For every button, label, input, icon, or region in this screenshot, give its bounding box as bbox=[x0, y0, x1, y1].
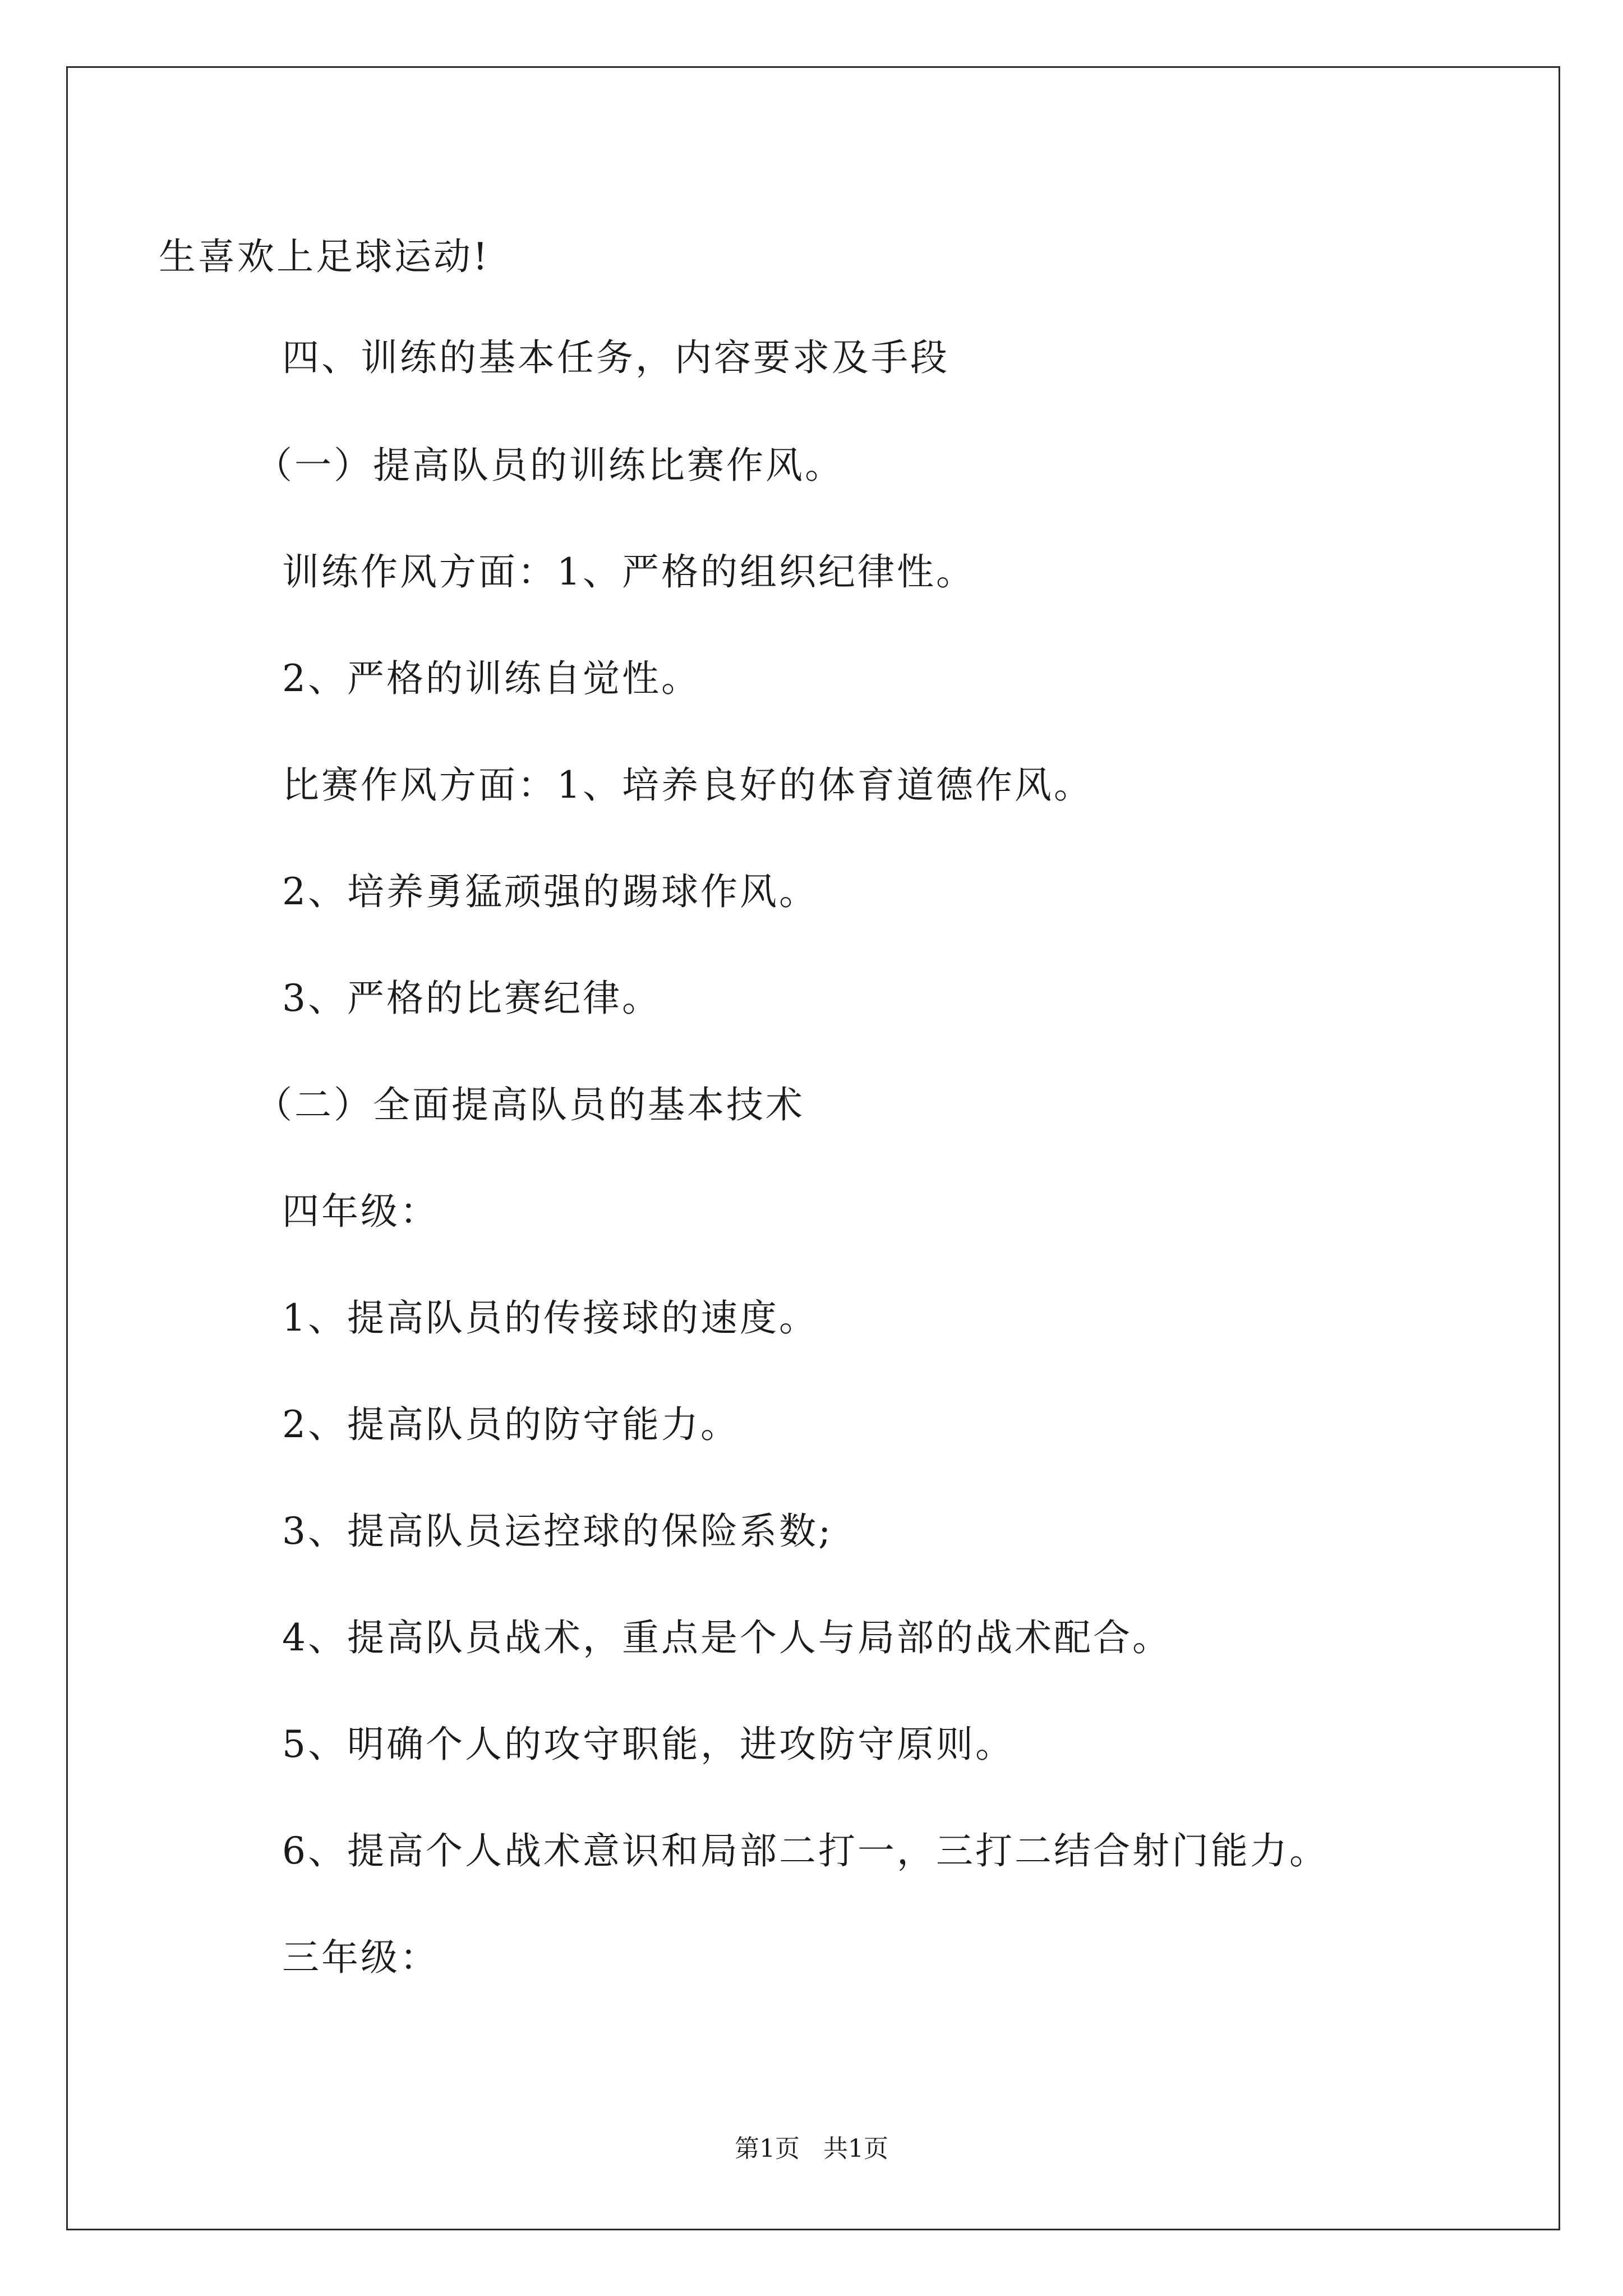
subsection-heading-1: （一）提高队员的训练比赛作风。 bbox=[255, 444, 844, 487]
text-line-14: 4、提高队员战术，重点是个人与局部的战术配合。 bbox=[282, 1616, 1172, 1659]
grade-heading-3: 三年级： bbox=[282, 1936, 439, 1979]
section-heading-4: 四、训练的基本任务，内容要求及手段 bbox=[282, 336, 949, 379]
text-line-13: 3、提高队员运控球的保险系数; bbox=[282, 1510, 833, 1553]
text-line-5: 2、严格的训练自觉性。 bbox=[282, 657, 700, 700]
text-line-8: 3、严格的比赛纪律。 bbox=[282, 977, 661, 1020]
page-footer: 第1页 共1页 bbox=[735, 2134, 888, 2163]
text-line-11: 1、提高队员的传接球的速度。 bbox=[282, 1296, 818, 1340]
text-line-4: 训练作风方面：1、严格的组织纪律性。 bbox=[282, 550, 975, 593]
text-line-6: 比赛作风方面：1、培养良好的体育道德作风。 bbox=[282, 763, 1093, 807]
text-line-7: 2、培养勇猛顽强的踢球作风。 bbox=[282, 870, 818, 913]
subsection-heading-2: （二）全面提高队员的基本技术 bbox=[255, 1083, 805, 1126]
text-line-12: 2、提高队员的防守能力。 bbox=[282, 1403, 740, 1446]
grade-heading-4: 四年级： bbox=[282, 1190, 439, 1233]
page-border bbox=[66, 66, 1560, 2230]
text-line-1: 生喜欢上足球运动! bbox=[159, 235, 490, 278]
text-line-15: 5、明确个人的攻守职能，进攻防守原则。 bbox=[282, 1723, 1015, 1766]
text-line-16: 6、提高个人战术意识和局部二打一，三打二结合射门能力。 bbox=[282, 1829, 1329, 1872]
